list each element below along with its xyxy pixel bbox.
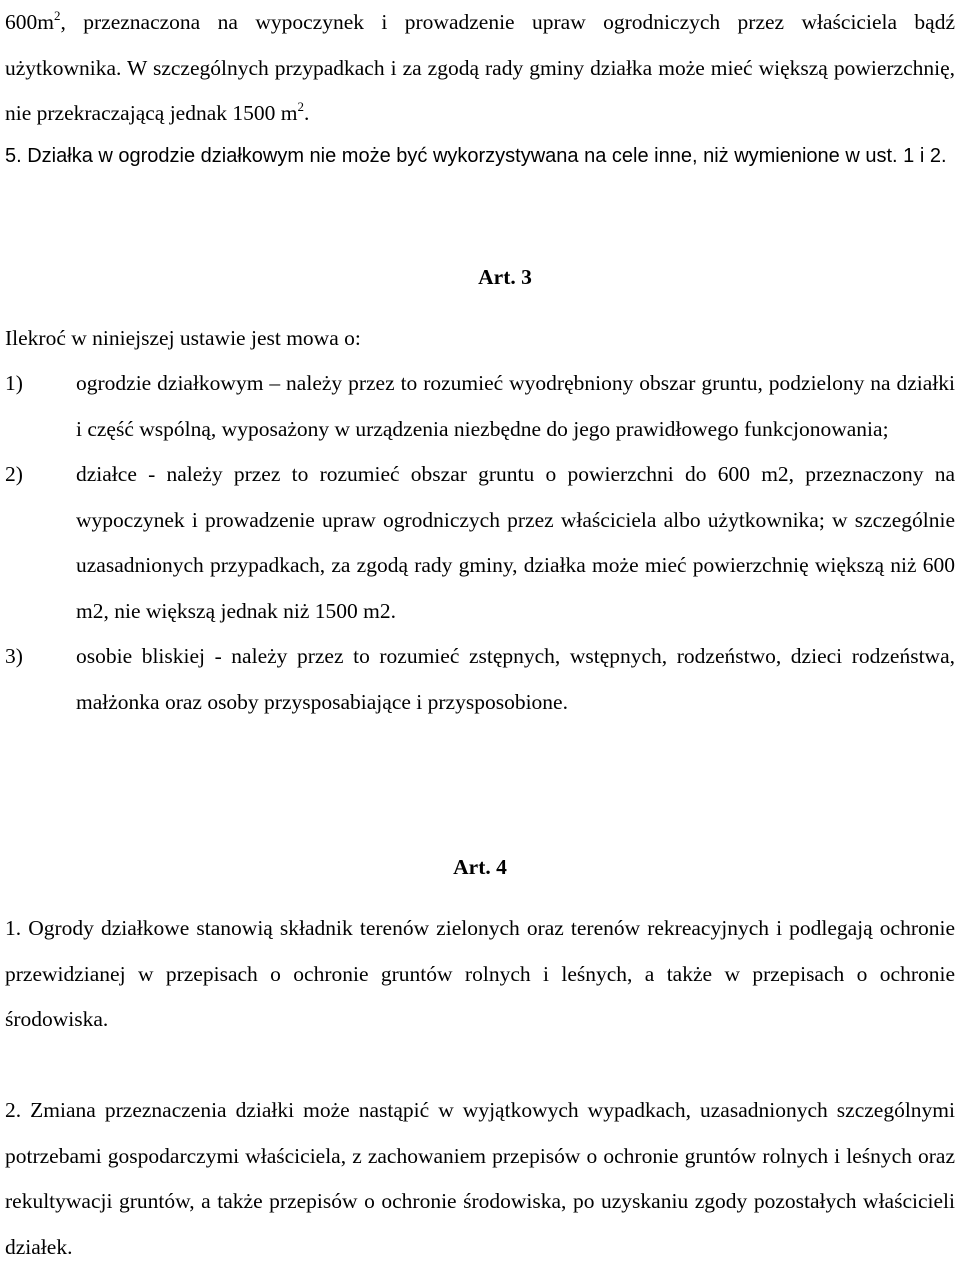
superscript: 2 bbox=[53, 8, 61, 23]
list-item-text: działce - należy przez to rozumieć obszar gruntu o powierzchni do 600 m2, przeznaczony na wypoczynek i prowadzenie upraw ogrodniczych przez właściciela albo użytkownika; w szczególnie uzasadnionych przypadkach, za zgodą rady gminy, działka może mieć powierzchnię większą niż 600 m2, nie większą jednak niż 1500 m2. bbox=[76, 462, 955, 623]
article-3-heading: Art. 3 bbox=[478, 265, 532, 289]
list-item bbox=[5, 634, 955, 725]
list-item-text: osobie bliskiej - należy przez to rozumieć zstępnych, wstępnych, rodzeństwo, dzieci rodzeństwa, małżonka oraz osoby przysposabiające i przysposobione. bbox=[76, 644, 955, 714]
list-item bbox=[5, 361, 955, 452]
text-area-value: 600m bbox=[5, 10, 54, 34]
list-item-number: 3) bbox=[5, 644, 23, 668]
text-end: . bbox=[303, 101, 310, 125]
superscript: 2 bbox=[297, 99, 304, 114]
list-item-number: 1) bbox=[5, 371, 23, 395]
list-item-number: 2) bbox=[5, 462, 23, 486]
article-4-heading: Art. 4 bbox=[453, 855, 507, 879]
article-3-intro: Ilekroć w niniejszej ustawie jest mowa o: bbox=[5, 326, 361, 350]
paragraph-5: 5. Działka w ogrodzie działkowym nie może być wykorzystywana na cele inne, niż wymienione w ust. 1 i 2. bbox=[5, 145, 947, 167]
text-continuation: , przeznaczona na wypoczynek i prowadzenie upraw ogrodniczych przez właściciela bądź użytkownika. W szczególnych przypadkach i za zgodą rady gminy działka może mieć większą powierzchnię, nie przekraczającą jednak 1500 m bbox=[5, 10, 955, 125]
list-item bbox=[5, 452, 955, 634]
paragraph-continuation bbox=[5, 0, 955, 137]
list-item-text: ogrodzie działkowym – należy przez to rozumieć wyodrębniony obszar gruntu, podzielony na działki i część wspólną, wyposażony w urządzenia niezbędne do jego prawidłowego funkcjonowania; bbox=[76, 371, 955, 441]
article-4-paragraph-1: 1. Ogrody działkowe stanowią składnik terenów zielonych oraz terenów rekreacyjnych i podlegają ochronie przewidzianej w przepisach o ochronie gruntów rolnych i leśnych, a także w przepisach o ochronie środowiska. bbox=[5, 916, 955, 1031]
article-3-list bbox=[5, 361, 955, 725]
article-4-paragraph-2: 2. Zmiana przeznaczenia działki może nastąpić w wyjątkowych wypadkach, uzasadnionych szczególnymi potrzebami gospodarczymi właściciela, z zachowaniem przepisów o ochronie gruntów rolnych i leśnych oraz rekultywacji gruntów, a także przepisów o ochronie środowiska, po uzyskaniu zgody pozostałych właścicieli działek. bbox=[5, 1098, 955, 1259]
